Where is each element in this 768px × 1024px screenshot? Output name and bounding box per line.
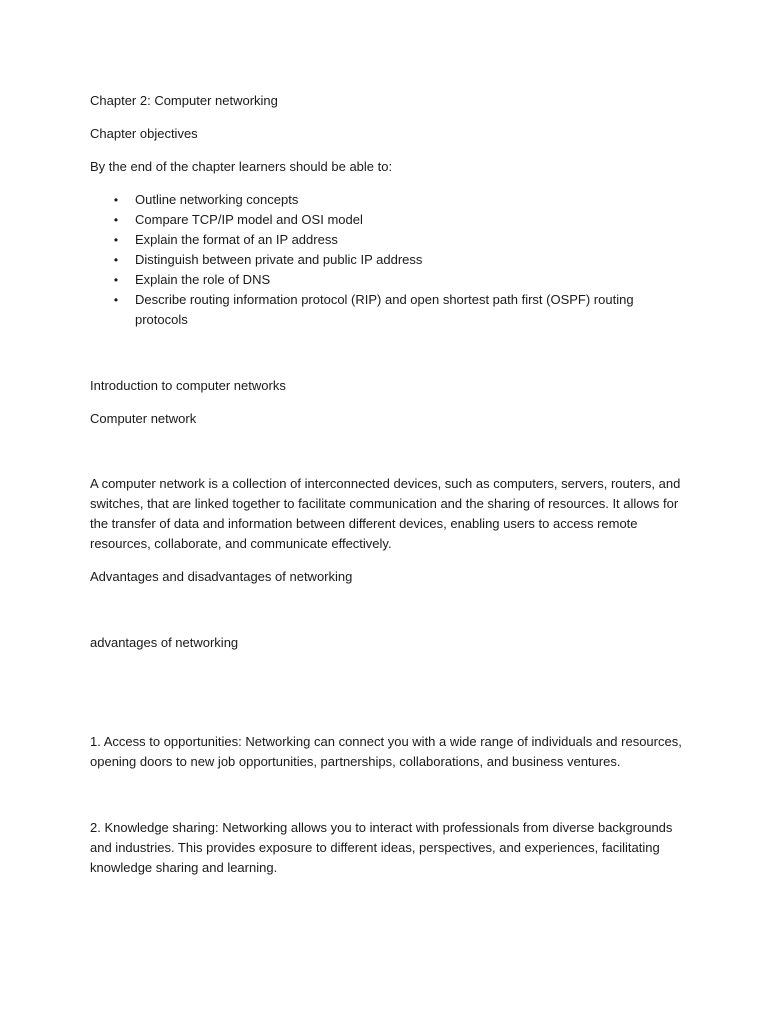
list-item [90, 270, 650, 290]
list-item [90, 250, 650, 270]
network-definition: A computer network is a collection of interconnected devices, such as computers, servers, routers, and switches, that are linked together to facilitate communication and the sharing of resources. It allows for the transfer of data and information between different devices, enabling users to access remote resources, collaborate, and communicate effectively. [90, 476, 681, 551]
list-item-text: Explain the format of an IP address [135, 232, 338, 247]
objectives-heading: Chapter objectives [90, 126, 198, 141]
list-item-text: Distinguish between private and public IP address [135, 252, 423, 267]
list-item [90, 210, 650, 230]
bullet-icon: • [113, 273, 119, 287]
advantage-item-1: 1. Access to opportunities: Networking can connect you with a wide range of individuals and resources, opening doors to new job opportunities, partnerships, collaborations, and business ventures. [90, 734, 682, 769]
bullet-icon: • [113, 233, 119, 247]
list-item [90, 230, 650, 250]
objectives-list [90, 190, 650, 330]
list-item-text: Outline networking concepts [135, 192, 299, 207]
intro-heading: Introduction to computer networks [90, 378, 286, 393]
bullet-icon: • [113, 293, 119, 307]
chapter-title: Chapter 2: Computer networking [90, 93, 278, 108]
list-item-text: Explain the role of DNS [135, 272, 271, 287]
list-item [90, 290, 650, 330]
advantage-item-2: 2. Knowledge sharing: Networking allows you to interact with professionals from diverse backgrounds and industries. This provides exposure to different ideas, perspectives, and experiences, facilitating knowledge sharing and learning. [90, 820, 673, 875]
bullet-icon: • [113, 193, 119, 207]
bullet-icon: • [113, 253, 119, 267]
adv-disadv-heading: Advantages and disadvantages of networking [90, 569, 353, 584]
objectives-intro: By the end of the chapter learners should be able to: [90, 159, 393, 174]
list-item-text: Describe routing information protocol (RIP) and open shortest path first (OSPF) routing protocols [135, 292, 634, 327]
network-heading: Computer network [90, 411, 197, 426]
list-item-text: Compare TCP/IP model and OSI model [135, 212, 363, 227]
bullet-icon: • [113, 213, 119, 227]
list-item [90, 190, 650, 210]
advantages-heading: advantages of networking [90, 635, 239, 650]
